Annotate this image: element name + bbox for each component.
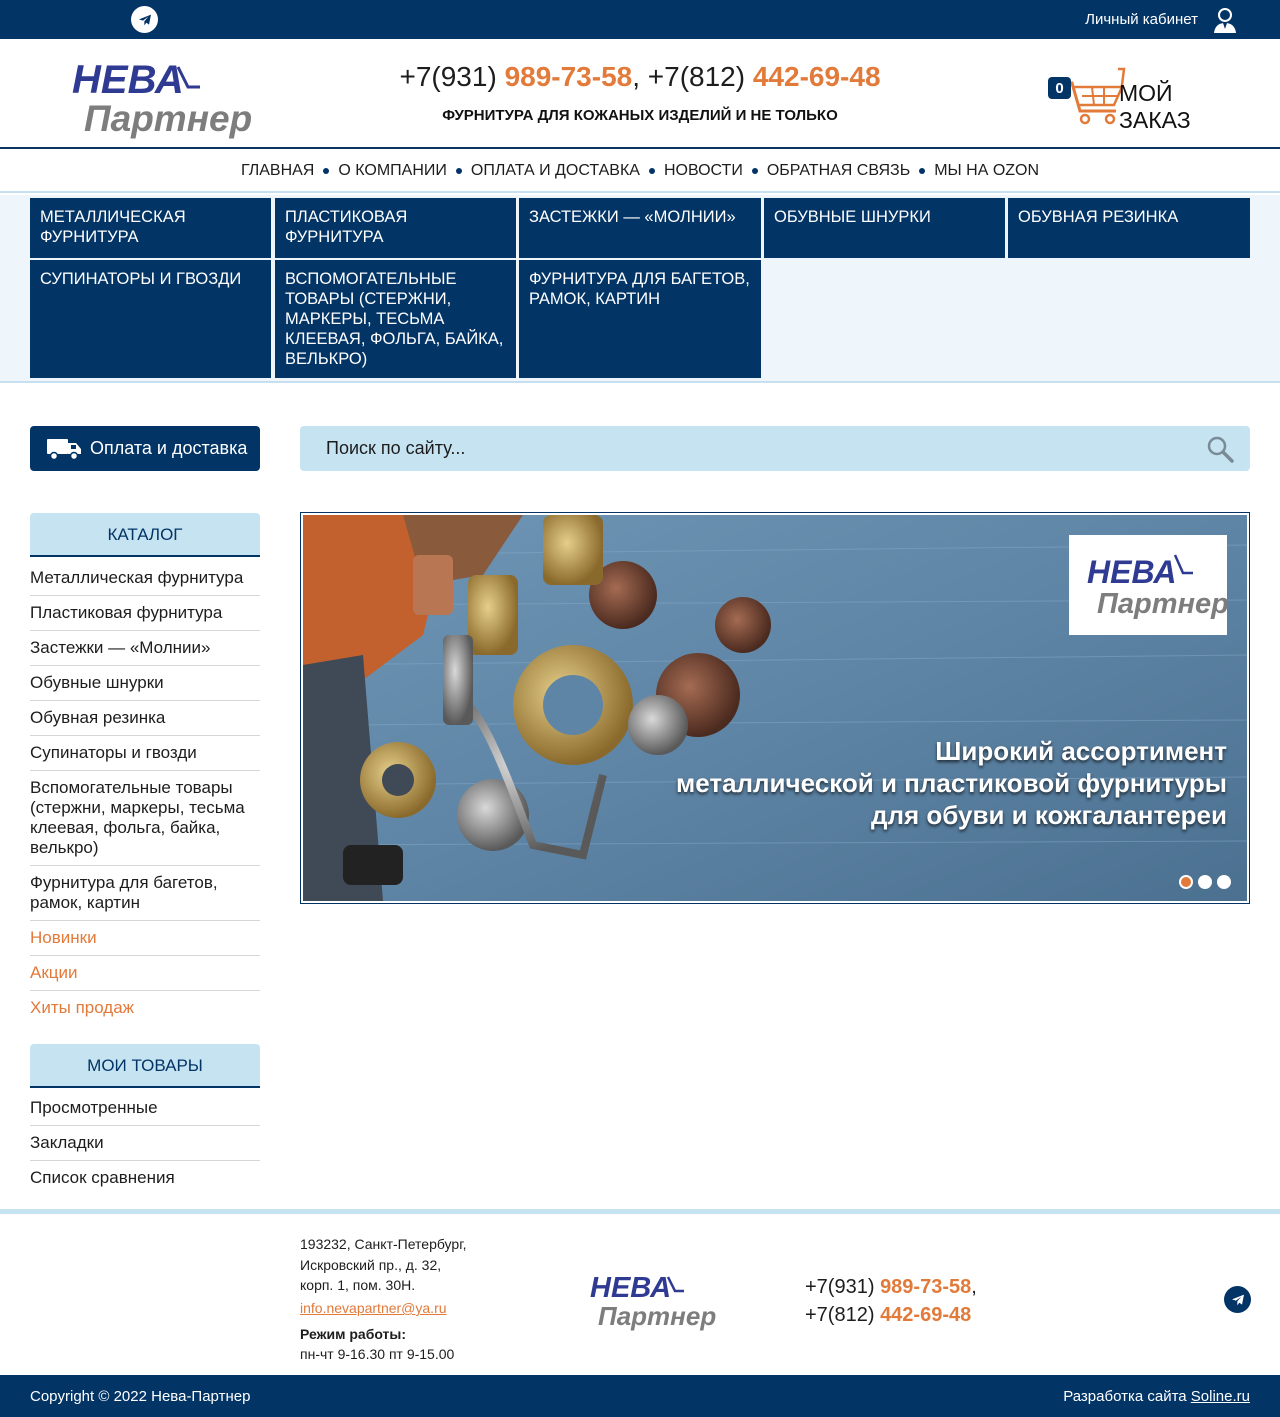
banner-line1: Широкий ассортимент — [935, 736, 1227, 766]
catalog-list — [30, 561, 260, 1025]
telegram-icon[interactable] — [131, 6, 158, 33]
tagline: ФУРНИТУРА ДЛЯ КОЖАНЫХ ИЗДЕЛИЙ И НЕ ТОЛЬКО — [442, 107, 838, 124]
my-goods-compare[interactable]: Список сравнения — [30, 1168, 175, 1187]
header-phones — [340, 61, 940, 93]
nav-dot — [649, 168, 655, 174]
catalog-item[interactable]: Металлическая фурнитура — [30, 561, 260, 596]
phone1-prefix: +7(931) — [399, 61, 505, 92]
catalog-item[interactable]: Фурнитура для багетов, рамок, картин — [30, 866, 260, 921]
category-tile[interactable]: ОБУВНАЯ РЕЗИНКА — [1008, 198, 1250, 258]
banner-slider[interactable] — [300, 512, 1250, 904]
catalog-item-new[interactable]: Новинки — [30, 921, 260, 956]
banner-logo-line2: Партнер — [1097, 588, 1229, 620]
category-tile[interactable]: ОБУВНЫЕ ШНУРКИ — [764, 198, 1005, 258]
search-icon[interactable] — [1206, 435, 1234, 463]
my-goods-bookmarks[interactable]: Закладки — [30, 1126, 260, 1161]
footer-phone1-prefix: +7(931) — [805, 1276, 881, 1298]
slider-dot[interactable] — [1179, 875, 1193, 889]
order-count-badge: 0 — [1048, 77, 1071, 99]
catalog-item-sales[interactable]: Акции — [30, 956, 260, 991]
site-logo[interactable] — [70, 57, 253, 139]
copyright: Copyright © 2022 Нева-Партнер — [30, 1388, 251, 1405]
address-line: Искровский пр., д. 32, — [300, 1256, 442, 1273]
nav-dot — [456, 168, 462, 174]
catalog-item[interactable]: Обувная резинка — [30, 701, 260, 736]
footer-logo-line1: НЕВА — [590, 1272, 672, 1304]
footer-logo[interactable] — [588, 1269, 717, 1331]
phone1-number[interactable]: 989-73-58 — [504, 61, 633, 92]
search-bar — [300, 426, 1250, 471]
footer-address — [300, 1234, 520, 1296]
developer-prefix: Разработка сайта — [1063, 1388, 1191, 1405]
my-goods-list — [30, 1091, 260, 1195]
nav-dot — [752, 168, 758, 174]
category-tile[interactable]: МЕТАЛЛИЧЕСКАЯ ФУРНИТУРА — [30, 198, 271, 258]
banner-line3: для обуви и кожгалантереи — [870, 800, 1227, 830]
nav-about[interactable]: О КОМПАНИИ — [338, 162, 447, 179]
payment-delivery-button[interactable] — [30, 426, 260, 471]
my-order-button[interactable] — [1048, 63, 1248, 133]
payment-delivery-label: Оплата и доставка — [90, 438, 248, 458]
banner-logo — [1069, 535, 1227, 635]
slider-dot[interactable] — [1217, 875, 1231, 889]
top-bar — [0, 0, 1280, 39]
footer-phone1-sep: , — [971, 1276, 977, 1298]
nav-payment-delivery[interactable]: ОПЛАТА И ДОСТАВКА — [470, 162, 640, 179]
footer-phone1-number[interactable]: 989-73-58 — [880, 1276, 972, 1298]
user-icon — [1210, 5, 1240, 35]
my-goods-heading: МОИ ТОВАРЫ — [30, 1044, 260, 1088]
my-goods-viewed[interactable]: Просмотренные — [30, 1091, 260, 1126]
hours-value: пн-чт 9-16.30 пт 9-15.00 — [300, 1346, 455, 1362]
developer-credit — [1063, 1388, 1250, 1405]
address-line: 193232, Санкт-Петербург, — [300, 1236, 467, 1252]
site-footer — [0, 1209, 1280, 1375]
footer-logo-line2: Партнер — [598, 1301, 717, 1331]
nav-feedback[interactable]: ОБРАТНАЯ СВЯЗЬ — [766, 162, 911, 179]
category-tile[interactable]: СУПИНАТОРЫ И ГВОЗДИ — [30, 260, 271, 378]
catalog-item[interactable]: Пластиковая фурнитура — [30, 596, 260, 631]
nav-ozon[interactable]: МЫ НА OZON — [934, 162, 1040, 179]
address-line: корп. 1, пом. 30Н. — [300, 1277, 416, 1293]
slider-dots — [1179, 875, 1231, 889]
catalog-item[interactable]: Застежки — «Молнии» — [30, 631, 260, 666]
banner-line2: металлической и пластиковой фурнитуры — [675, 768, 1227, 798]
footer-telegram-icon[interactable] — [1224, 1286, 1251, 1313]
cabinet-label: Личный кабинет — [1085, 11, 1198, 28]
nav-news[interactable]: НОВОСТИ — [663, 162, 743, 179]
footer-phone2-prefix: +7(812) — [805, 1304, 881, 1326]
hours-label: Режим работы: — [300, 1326, 407, 1342]
category-tile[interactable]: ВСПОМОГАТЕЛЬНЫЕ ТОВАРЫ (СТЕРЖНИ, МАРКЕРЫ, ТЕСЬМА КЛЕЕВАЯ, ФОЛЬГА, БАЙКА, ВЕЛЬКРО) — [275, 260, 516, 378]
developer-link[interactable]: Soline.ru — [1190, 1388, 1250, 1405]
catalog-item[interactable]: Супинаторы и гвозди — [30, 736, 260, 771]
catalog-heading: КАТАЛОГ — [30, 513, 260, 557]
catalog-item[interactable]: Вспомогательные товары (стержни, маркеры, тесьма клеевая, фольга, байка, велькро) — [30, 771, 260, 866]
truck-icon — [46, 436, 82, 462]
catalog-item-hits[interactable]: Хиты продаж — [30, 998, 135, 1017]
bottom-bar — [0, 1375, 1280, 1417]
category-tile[interactable]: ЗАСТЕЖКИ — «МОЛНИИ» — [519, 198, 761, 258]
catalog-item[interactable]: Обувные шнурки — [30, 666, 260, 701]
logo-text-line2: Партнер — [84, 98, 253, 139]
footer-phone2-number[interactable]: 442-69-48 — [880, 1304, 972, 1326]
banner-caption — [667, 735, 1227, 831]
logo-text-line1: НЕВА — [72, 58, 184, 102]
banner-logo-line1: НЕВА — [1087, 554, 1177, 590]
nav-dot — [323, 168, 329, 174]
footer-phones — [805, 1273, 977, 1329]
site-header — [0, 39, 1280, 149]
category-menu — [0, 195, 1280, 383]
order-label: МОЙ ЗАКАЗ — [1119, 80, 1191, 133]
phone2-number[interactable]: 442-69-48 — [752, 61, 881, 92]
phone-separator: , — [632, 61, 648, 92]
nav-home[interactable]: ГЛАВНАЯ — [240, 162, 315, 179]
slider-dot[interactable] — [1198, 875, 1212, 889]
category-tile[interactable]: ФУРНИТУРА ДЛЯ БАГЕТОВ, РАМОК, КАРТИН — [519, 260, 761, 378]
main-nav — [0, 151, 1280, 193]
search-input[interactable] — [300, 426, 1200, 471]
personal-cabinet-link[interactable] — [1085, 5, 1240, 34]
nav-dot — [919, 168, 925, 174]
phone2-prefix: +7(812) — [647, 61, 753, 92]
footer-email[interactable]: info.nevapartner@ya.ru — [300, 1300, 447, 1316]
category-tile[interactable]: ПЛАСТИКОВАЯ ФУРНИТУРА — [275, 198, 516, 258]
